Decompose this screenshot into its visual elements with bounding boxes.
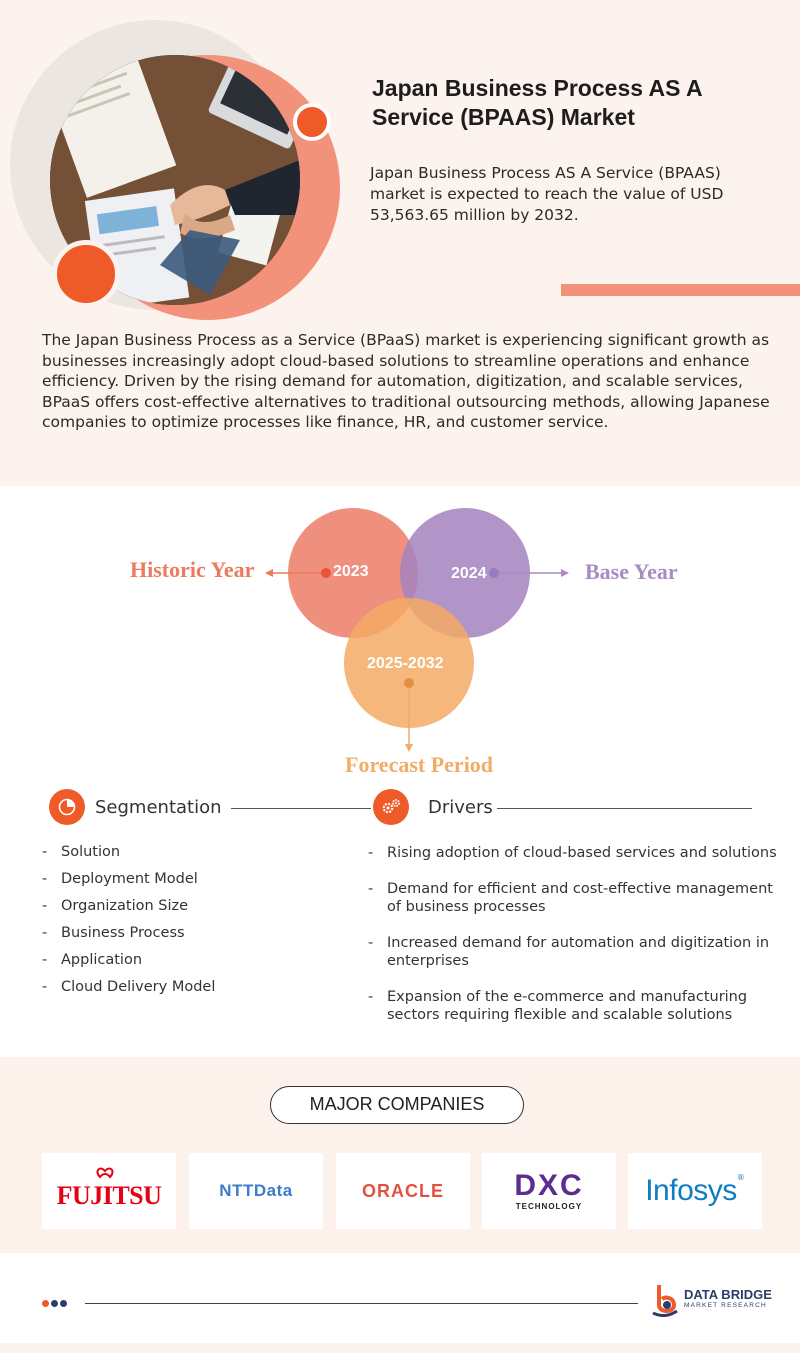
infosys-wordmark: Infosys	[645, 1174, 737, 1207]
drivers-heading: Drivers	[428, 797, 493, 818]
nttdata-logo	[189, 1153, 323, 1229]
decorative-dot-large	[52, 240, 120, 308]
list-item: - Application	[42, 950, 215, 977]
footer-dot	[51, 1300, 58, 1307]
data-bridge-logo-icon	[650, 1283, 680, 1317]
footer-divider	[85, 1303, 638, 1304]
dxc-tagline: TECHNOLOGY	[515, 1201, 583, 1211]
page-title: Japan Business Process AS A Service (BPAAS) Market	[372, 75, 702, 130]
nttdata-wordmark: NTTData	[219, 1181, 293, 1200]
historic-year-value: 2023	[333, 563, 369, 580]
bottom-band	[0, 1343, 800, 1353]
forecast-period-value: 2025-2032	[367, 655, 444, 672]
fujitsu-logo	[42, 1153, 176, 1229]
infosys-logo	[628, 1153, 762, 1229]
dxc-wordmark: DXC	[514, 1168, 584, 1202]
oracle-logo	[336, 1153, 470, 1229]
list-item: - Cloud Delivery Model	[42, 977, 215, 1004]
list-item: - Increased demand for automation and digitization in enterprises	[368, 934, 778, 970]
drivers-list	[368, 844, 778, 1024]
intro-paragraph: The Japan Business Process as a Service (BPaaS) market is experiencing significant growth as businesses increasingly adopt cloud-based solutions to streamline operations and enhance efficiency. Driven by the rising demand for automation, digitization, and scalable services, BPaaS offers cost-effective alternatives to traditional outsourcing methods, allowing Japanese companies to optimize processes like finance, HR, and customer service.	[42, 331, 770, 431]
timeline-connectors	[0, 490, 800, 760]
base-year-label: Base Year	[585, 559, 678, 584]
brand-tagline: MARKET RESEARCH	[684, 1302, 767, 1309]
list-item: - Solution	[42, 842, 215, 869]
accent-bar	[561, 284, 800, 296]
pie-chart-icon	[49, 789, 85, 825]
forecast-period-label: Forecast Period	[345, 752, 494, 777]
segmentation-divider	[231, 808, 371, 809]
registered-mark-icon: ®	[736, 1173, 745, 1182]
drivers-divider	[497, 808, 752, 809]
base-year-value: 2024	[451, 565, 487, 582]
list-item: - Expansion of the e-commerce and manufacturing sectors requiring flexible and scalable solutions	[368, 988, 778, 1024]
oracle-wordmark: ORACLE	[362, 1180, 444, 1201]
decorative-dot	[293, 103, 331, 141]
market-summary: Japan Business Process AS A Service (BPAAS) market is expected to reach the value of USD 53,563.65 million by 2032.	[370, 164, 724, 224]
major-companies-heading: MAJOR COMPANIES	[270, 1086, 524, 1124]
footer-dot	[42, 1300, 49, 1307]
list-item: - Deployment Model	[42, 869, 215, 896]
brand-name: DATA BRIDGE	[684, 1287, 772, 1302]
segmentation-list	[42, 842, 215, 1004]
historic-year-label: Historic Year	[130, 557, 255, 582]
fujitsu-wordmark: FUJITSU	[56, 1181, 162, 1210]
list-item: - Organization Size	[42, 896, 215, 923]
list-item: - Demand for efficient and cost-effective management of business processes	[368, 880, 778, 916]
list-item: - Business Process	[42, 923, 215, 950]
list-item: - Rising adoption of cloud-based services and solutions	[368, 844, 778, 862]
gears-icon	[373, 789, 409, 825]
dxc-logo	[482, 1153, 616, 1229]
footer-dot	[60, 1300, 67, 1307]
segmentation-heading: Segmentation	[95, 797, 222, 818]
